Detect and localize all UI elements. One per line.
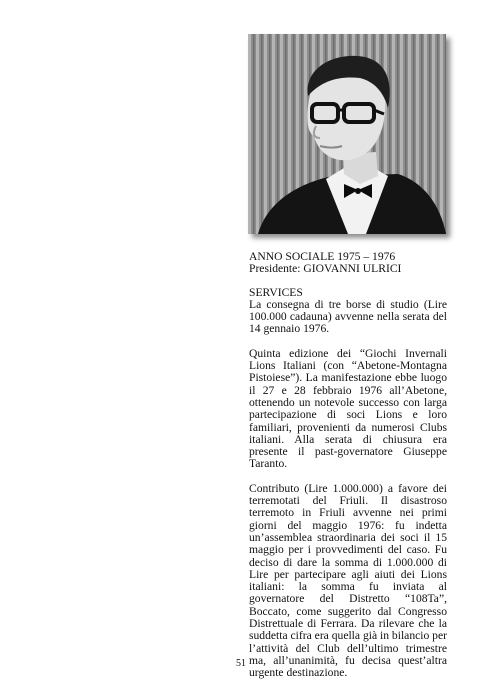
article-body	[249, 251, 447, 692]
paragraph: Quinta edizione dei “Giochi Invernali Lions Italiani (con “Abetone-Montagna Pistoiese”). La manifestazione ebbe luogo il 27 e 28 febbraio 1976 all’Abetone, ottenendo un notevole successo con larga partecipazione di soci Lions e loro familiari, provenienti da numerosi Clubs italiani. Alla serata di chiusura era presente il past-governatore Giuseppe Taranto.	[249, 346, 447, 471]
president-heading: Presidente: GIOVANNI ULRICI	[249, 262, 402, 276]
paragraph: Contributo (Lire 1.000.000) a favore dei terremotati del Friuli. Il disastroso terremoto in Friuli avvenne nei primi giorni del maggio 1976: fu indetta un’assemblea straordinaria dei soci il 15 maggio per i provvedimenti del caso. Fu deciso di dare la somma di 1.000.000 di Lire per partecipare agli aiuti dei Lions italiani: la somma fu inviata al governatore del Distretto “108Ta”, Boccato, come suggerito dal Congresso Distrettuale di Ferrara. Da rilevare che la suddetta cifra era quella già in bilancio per l’attività del Club dell’ultimo trimestre ma, all’unanimità, fu decisa quest’altra urgente destinazione.	[249, 481, 447, 680]
paragraph: La consegna di tre borse di studio (Lire 100.000 cadauna) avvenne nella serata del 14 gennaio 1976.	[249, 297, 447, 336]
social-year-heading: ANNO SOCIALE 1975 – 1976	[249, 250, 396, 263]
portrait-photo	[248, 34, 446, 234]
services-title: SERVICES	[249, 285, 303, 299]
page-number: 51	[236, 658, 246, 669]
